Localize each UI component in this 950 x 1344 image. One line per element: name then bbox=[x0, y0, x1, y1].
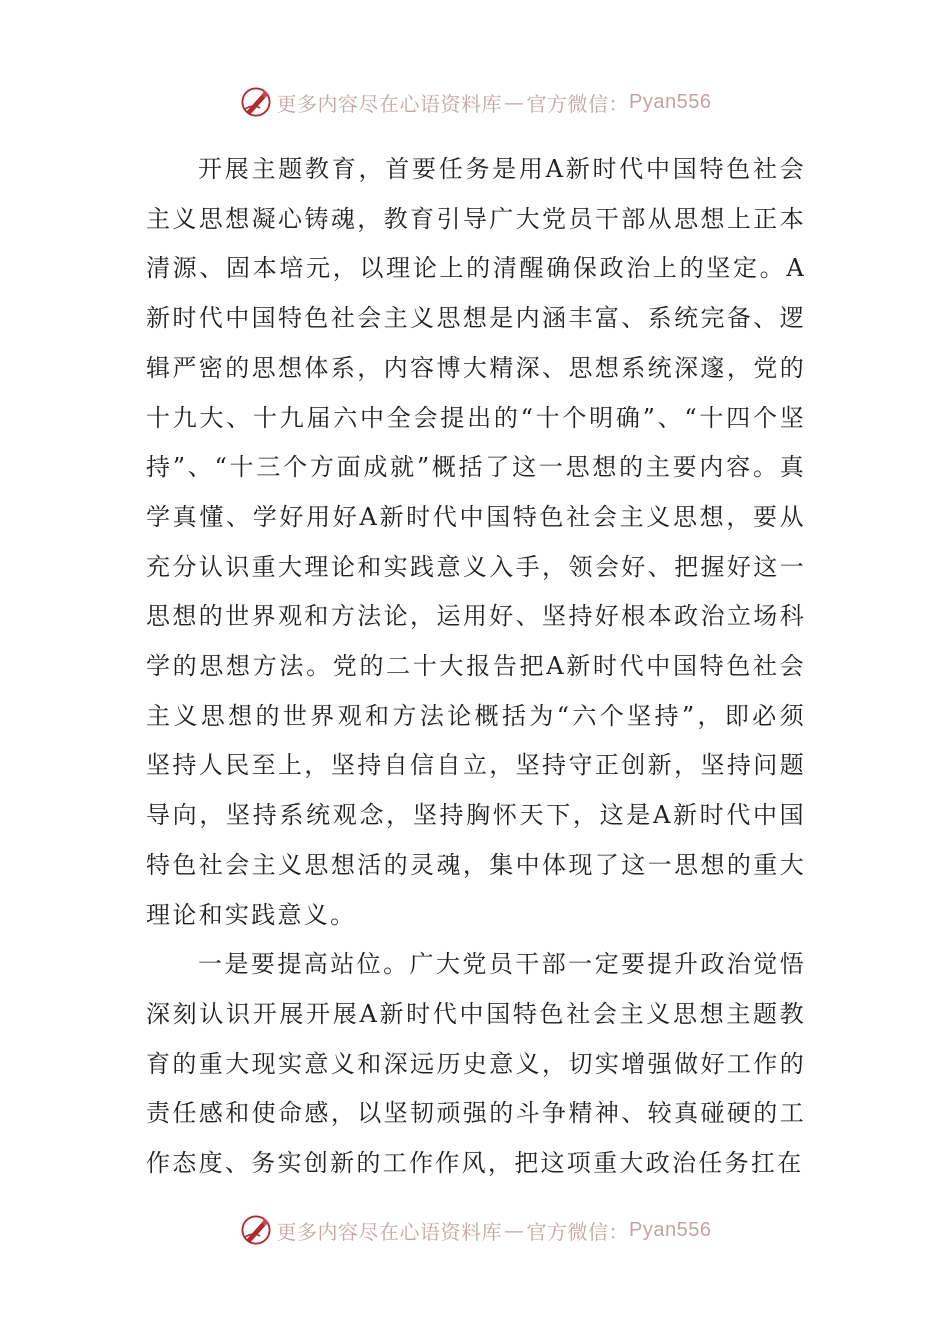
pen-logo-icon bbox=[239, 85, 273, 119]
document-body bbox=[146, 145, 806, 1189]
watermark-brand-text: 更多内容尽在心语资料库 bbox=[276, 1219, 503, 1244]
watermark-separator: — bbox=[504, 90, 525, 114]
footer-watermark bbox=[0, 1210, 950, 1250]
body-paragraph: 一是要提高站位。广大党员干部一定要提升政治觉悟深刻认识开展开展A新时代中国特色社会主义思想主题教育的重大现实意义和深远历史意义，切实增强做好工作的责任感和使命感，以坚韧顽强的斗争精神、较真碰硬的工作态度、务实创新的工作作风，把这项重大政治任务扛在 bbox=[146, 950, 806, 1178]
pen-logo-icon bbox=[239, 1213, 273, 1247]
watermark-wechat-id: Pyan556 bbox=[629, 90, 712, 113]
body-paragraph: 开展主题教育，首要任务是用A新时代中国特色社会主义思想凝心铸魂，教育引导广大党员干部从思想上正本清源、固本培元，以理论上的清醒确保政治上的坚定。A新时代中国特色社会主义思想是内涵丰富、系统完备、逻辑严密的思想体系，内容博大精深、思想系统深邃，党的十九大、十九届六中全会提出的“十个明确”、“十四个坚持”、“十三个方面成就”概括了这一思想的主要内容。真学真懂、学好用好A新时代中国特色社会主义思想，要从充分认识重大理论和实践意义入手，领会好、把握好这一思想的世界观和方法论，运用好、坚持好根本政治立场科学的思想方法。党的二十大报告把A新时代中国特色社会主义思想的世界观和方法论概括为“六个坚持”，即必须坚持人民至上，坚持自信自立，坚持守正创新，坚持问题导向，坚持系统观念，坚持胸怀天下，这是A新时代中国特色社会主义思想活的灵魂，集中体现了这一思想的重大理论和实践意义。 bbox=[146, 155, 806, 929]
watermark-separator: — bbox=[504, 1218, 525, 1242]
header-watermark bbox=[0, 82, 950, 122]
watermark-brand-text: 更多内容尽在心语资料库 bbox=[276, 91, 503, 116]
watermark-wechat-id: Pyan556 bbox=[629, 1218, 712, 1241]
watermark-wechat-label: 官方微信： bbox=[526, 91, 630, 116]
watermark-wechat-label: 官方微信： bbox=[526, 1219, 630, 1244]
